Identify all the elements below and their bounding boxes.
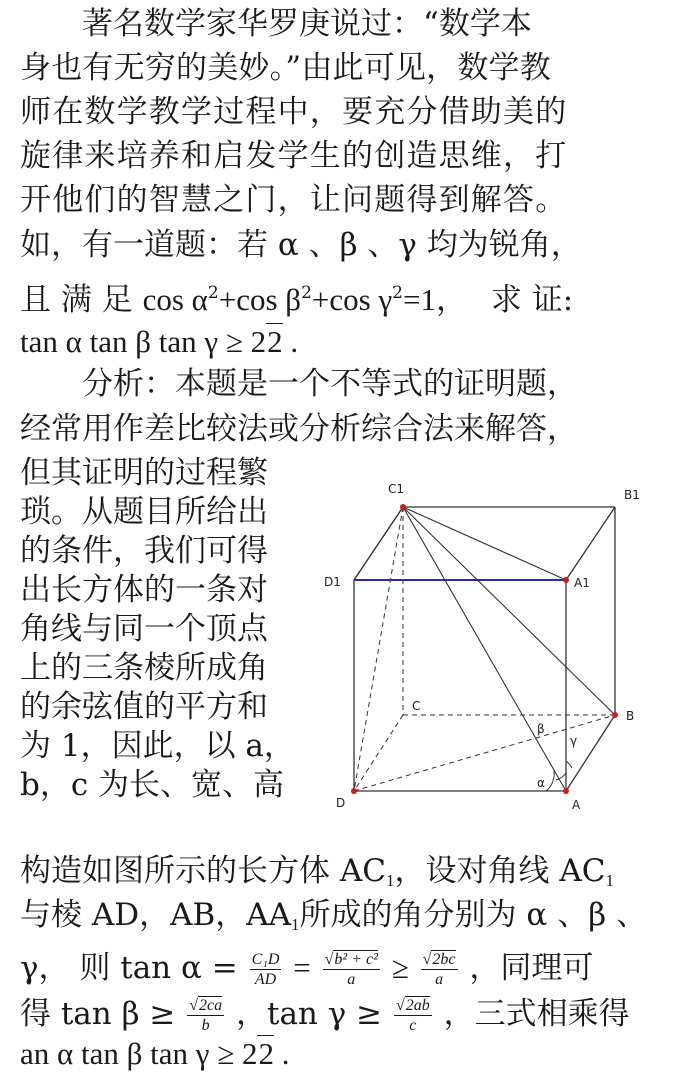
text-line: 身也有无穷的美妙。”由此可见，数学教	[20, 50, 551, 86]
text-line: 的条件，我们可得	[20, 533, 268, 569]
text-line: 著名数学家华罗庚说过：“数学本	[20, 6, 532, 42]
text-line: 琐。从题目所给出	[20, 494, 268, 530]
label-a1: A1	[574, 576, 590, 590]
text-line: 角线与同一个顶点	[20, 611, 268, 647]
fraction-c1d-ad: $\frac{\text{C₁D}}{AD}$	[251, 951, 280, 988]
label-d1: D1	[324, 575, 341, 589]
claim-line: tan α tan β tan γ ≥ 22 .	[20, 324, 299, 359]
text-line: 上的三条棱所成角	[20, 650, 268, 686]
text-line: 经常用作差比较法或分析综合法来解答，	[20, 411, 578, 447]
label-beta: β	[537, 722, 545, 736]
fraction-sqrt-2ab-c: $\frac{√2ab}{c}$	[395, 997, 430, 1034]
text-line: 为 1，因此，以 a，	[20, 728, 295, 764]
text-line: 开他们的智慧之门，让问题得到解答。	[20, 182, 568, 218]
text-line: 分析：本题是一个不等式的证明题，	[20, 366, 578, 402]
text-line: 出长方体的一条对	[20, 572, 268, 608]
label-c1: C1	[388, 482, 405, 496]
label-c: C	[412, 699, 421, 713]
text-line: 旋律来培养和启发学生的创造思维，打	[20, 138, 568, 174]
label-gamma: γ	[570, 734, 578, 748]
text-line: 师在数学教学过程中，要充分借助美的	[20, 94, 568, 130]
formula-line: γ， 则 tan α = $\frac{\text{C₁D}}{AD}$ = $\frac{\text{√b² + c²}}{a}$ ≥ $\frac{√2bc}{a}$ ，同理可	[20, 950, 594, 988]
formula-line: 得 tan β ≥ $\frac{√2ca}{b}$ ，tan γ ≥ $\frac{√2ab}{c}$ ，三式相乘得	[20, 996, 630, 1034]
conclusion-line: an α tan β tan γ ≥ 22 .	[20, 1036, 290, 1071]
condition-line: 且 满 足 $\cos \alpha^2+\cos$ $\beta^2+\cos$ $\gamma^2=1$， 求 证:	[20, 282, 574, 318]
text-line: 构造如图所示的长方体 $AC_1$，设对角线 $AC_1$	[20, 853, 614, 890]
label-alpha: α	[537, 776, 545, 790]
fraction-sqrt-2bc-a: $\frac{√2bc}{a}$	[422, 951, 456, 988]
fraction-sqrt-b2c2-a: $\frac{\text{√b² + c²}}{a}$	[324, 951, 378, 988]
text-line: 的余弦值的平方和	[20, 689, 268, 725]
cuboid-diagram	[318, 475, 648, 820]
label-d: D	[336, 796, 346, 810]
label-b1: B1	[624, 488, 640, 502]
text-line: 但其证明的过程繁	[20, 455, 268, 491]
label-a: A	[572, 798, 581, 812]
text-line: b，c 为长、宽、高	[20, 767, 285, 803]
text-line: 与棱 AD，AB，$AA_1$所成的角分别为 α 、β 、	[20, 897, 647, 934]
text-line: 如，有一道题：若 α 、β 、γ 均为锐角，	[20, 227, 582, 263]
label-b: B	[626, 709, 635, 723]
fraction-sqrt-2ca-b: $\frac{√2ca}{b}$	[189, 997, 223, 1034]
